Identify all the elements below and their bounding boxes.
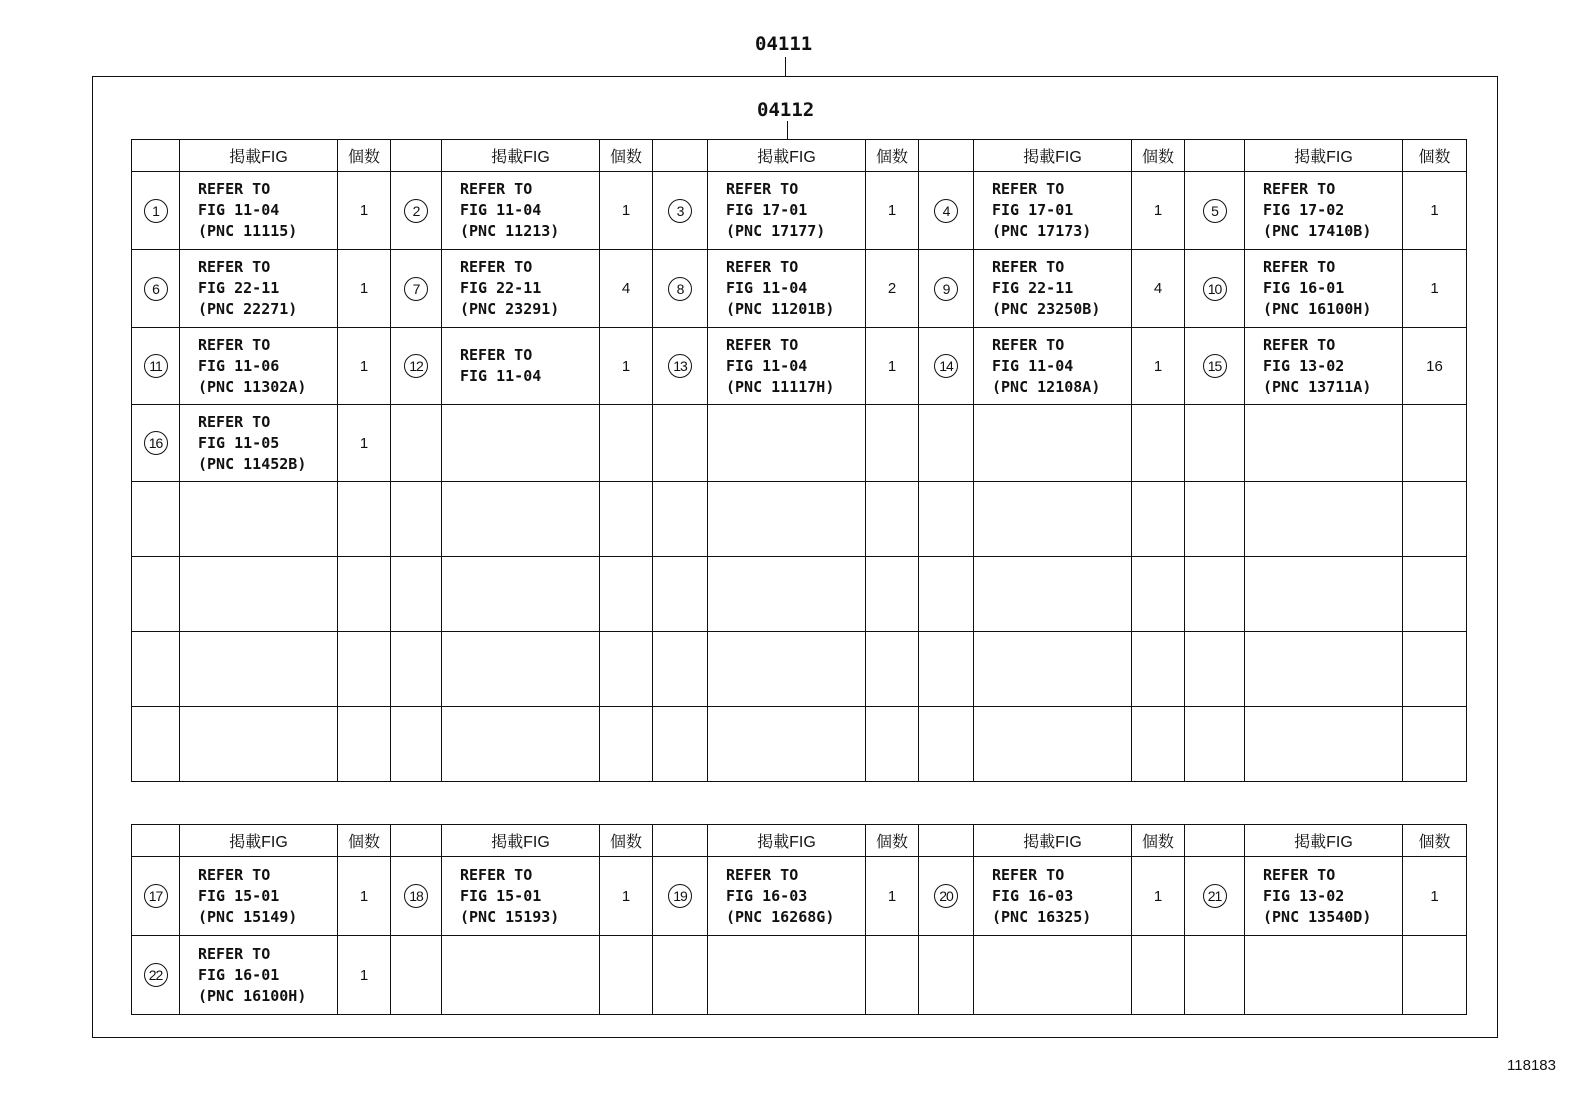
ref-line: REFER TO <box>1263 865 1336 884</box>
ref-line: (PNC 16100H) <box>1263 300 1372 318</box>
circled-number: 13 <box>668 354 692 378</box>
ref-line: (PNC 11201B) <box>726 300 835 318</box>
ref-line: FIG 11-04 <box>726 356 808 375</box>
header-fig: 掲載FIG <box>180 825 338 857</box>
ref-text-cell <box>708 250 866 328</box>
header-row <box>132 140 1467 172</box>
table-row <box>132 632 1467 707</box>
qty-cell <box>1132 632 1185 707</box>
ref-number-cell <box>132 936 180 1015</box>
ref-number-cell <box>1185 250 1245 328</box>
ref-number-cell <box>391 482 442 557</box>
ref-text-cell <box>1245 557 1403 632</box>
header-num-blank <box>132 825 180 857</box>
circled-number: 9 <box>934 277 958 301</box>
qty-cell: 1 <box>866 328 919 405</box>
qty-cell <box>600 482 653 557</box>
ref-line: FIG 22-11 <box>460 279 542 297</box>
qty-cell <box>338 707 391 782</box>
table-row <box>132 857 1467 936</box>
ref-line: REFER TO <box>726 335 799 354</box>
ref-number-cell <box>391 250 442 328</box>
circled-number: 4 <box>934 199 958 223</box>
ref-text-cell <box>708 557 866 632</box>
ref-line: FIG 11-05 <box>198 433 280 452</box>
ref-text-cell <box>180 857 338 936</box>
circled-number: 6 <box>144 277 168 301</box>
ref-text-cell <box>708 857 866 936</box>
ref-line: FIG 15-01 <box>198 886 280 905</box>
ref-text-cell <box>180 936 338 1015</box>
circled-number: 21 <box>1203 884 1227 908</box>
qty-cell: 1 <box>600 328 653 405</box>
circled-number: 18 <box>404 884 428 908</box>
ref-number-cell <box>919 328 974 405</box>
qty-cell <box>338 632 391 707</box>
header-fig: 掲載FIG <box>442 825 600 857</box>
ref-line: (PNC 13540D) <box>1263 907 1372 926</box>
ref-line: REFER TO <box>992 335 1065 354</box>
ref-line: FIG 11-04 <box>460 367 542 385</box>
ref-line: FIG 13-02 <box>1263 886 1345 905</box>
qty-cell <box>866 632 919 707</box>
qty-cell: 1 <box>600 172 653 250</box>
ref-number-cell <box>132 557 180 632</box>
qty-cell: 1 <box>338 328 391 405</box>
qty-cell <box>866 936 919 1015</box>
ref-number-cell <box>653 328 708 405</box>
ref-number-cell <box>132 482 180 557</box>
ref-number-cell <box>919 936 974 1015</box>
ref-text-cell <box>180 250 338 328</box>
ref-text-cell <box>180 405 338 482</box>
qty-cell <box>1403 707 1467 782</box>
circled-number: 2 <box>404 199 428 223</box>
qty-cell <box>866 405 919 482</box>
header-qty: 個数 <box>600 140 653 172</box>
ref-text-cell <box>974 557 1132 632</box>
table-row <box>132 172 1467 250</box>
ref-line: FIG 17-02 <box>1263 201 1345 219</box>
qty-cell: 4 <box>1132 250 1185 328</box>
ref-line: FIG 16-01 <box>1263 279 1345 297</box>
ref-number-cell <box>919 405 974 482</box>
ref-text-cell <box>180 482 338 557</box>
ref-number-cell <box>1185 405 1245 482</box>
ref-line: FIG 15-01 <box>460 886 542 905</box>
qty-cell <box>338 557 391 632</box>
ref-text-cell <box>974 707 1132 782</box>
header-num-blank <box>391 825 442 857</box>
ref-line: (PNC 16268G) <box>726 907 835 926</box>
diagram-top-label: 04111 <box>755 33 813 55</box>
ref-number-cell <box>653 482 708 557</box>
qty-cell <box>600 707 653 782</box>
header-fig: 掲載FIG <box>708 825 866 857</box>
qty-cell: 1 <box>1132 172 1185 250</box>
ref-number-cell <box>653 857 708 936</box>
ref-line: REFER TO <box>198 865 271 884</box>
ref-number-cell <box>919 482 974 557</box>
ref-line: FIG 22-11 <box>992 279 1074 297</box>
header-row <box>132 825 1467 857</box>
ref-number-cell <box>1185 557 1245 632</box>
ref-text-cell <box>974 482 1132 557</box>
ref-line: REFER TO <box>1263 335 1336 354</box>
ref-number-cell <box>132 250 180 328</box>
ref-line: (PNC 11302A) <box>198 377 307 396</box>
ref-line: REFER TO <box>1263 180 1336 198</box>
header-qty: 個数 <box>1132 140 1185 172</box>
diagram-sub-label: 04112 <box>757 99 815 121</box>
ref-text-cell <box>974 857 1132 936</box>
ref-number-cell <box>919 857 974 936</box>
ref-number-cell <box>132 707 180 782</box>
qty-cell <box>600 936 653 1015</box>
header-num-blank <box>1185 140 1245 172</box>
circled-number: 17 <box>144 884 168 908</box>
circled-number: 10 <box>1203 277 1227 301</box>
ref-line: FIG 11-06 <box>198 356 280 375</box>
qty-cell <box>1132 707 1185 782</box>
ref-number-cell <box>391 557 442 632</box>
header-qty: 個数 <box>1403 825 1467 857</box>
ref-text-cell <box>442 482 600 557</box>
qty-cell <box>1403 557 1467 632</box>
ref-text-cell <box>1245 405 1403 482</box>
leader-line-top <box>785 57 786 76</box>
ref-line: FIG 16-01 <box>198 965 280 984</box>
ref-number-cell <box>391 707 442 782</box>
ref-text-cell <box>180 557 338 632</box>
ref-line: FIG 11-04 <box>198 201 280 219</box>
header-num-blank <box>1185 825 1245 857</box>
circled-number: 3 <box>668 199 692 223</box>
table-row <box>132 707 1467 782</box>
qty-cell <box>1403 936 1467 1015</box>
ref-line: REFER TO <box>992 258 1065 276</box>
header-qty: 個数 <box>338 140 391 172</box>
header-qty: 個数 <box>1132 825 1185 857</box>
qty-cell: 1 <box>1403 857 1467 936</box>
header-num-blank <box>391 140 442 172</box>
ref-line: (PNC 16100H) <box>198 986 307 1005</box>
ref-text-cell <box>708 482 866 557</box>
ref-number-cell <box>919 557 974 632</box>
qty-cell: 1 <box>338 857 391 936</box>
ref-text-cell <box>708 936 866 1015</box>
ref-line: (PNC 23250B) <box>992 300 1101 318</box>
ref-line: REFER TO <box>726 258 799 276</box>
header-qty: 個数 <box>338 825 391 857</box>
ref-text-cell <box>442 632 600 707</box>
ref-line: FIG 16-03 <box>726 886 808 905</box>
ref-text-cell <box>442 328 600 405</box>
ref-line: (PNC 11213) <box>460 222 560 240</box>
ref-number-cell <box>1185 172 1245 250</box>
ref-text-cell <box>708 405 866 482</box>
qty-cell <box>600 632 653 707</box>
ref-line: REFER TO <box>198 412 271 431</box>
table-row <box>132 405 1467 482</box>
qty-cell <box>1403 482 1467 557</box>
qty-cell <box>1403 405 1467 482</box>
ref-line: FIG 11-04 <box>992 356 1074 375</box>
ref-number-cell <box>1185 857 1245 936</box>
ref-number-cell <box>653 405 708 482</box>
ref-text-cell <box>1245 250 1403 328</box>
ref-line: (PNC 15193) <box>460 907 560 926</box>
qty-cell: 1 <box>338 936 391 1015</box>
circled-number: 19 <box>668 884 692 908</box>
qty-cell <box>1132 936 1185 1015</box>
table-row <box>132 482 1467 557</box>
ref-text-cell <box>442 250 600 328</box>
header-num-blank <box>653 140 708 172</box>
reference-table-main <box>131 139 1467 782</box>
ref-number-cell <box>919 632 974 707</box>
qty-cell: 1 <box>866 172 919 250</box>
ref-line: REFER TO <box>198 335 271 354</box>
ref-text-cell <box>974 936 1132 1015</box>
ref-number-cell <box>132 857 180 936</box>
qty-cell <box>866 557 919 632</box>
ref-number-cell <box>653 632 708 707</box>
header-fig: 掲載FIG <box>708 140 866 172</box>
ref-line: REFER TO <box>198 944 271 963</box>
ref-text-cell <box>974 172 1132 250</box>
ref-number-cell <box>391 857 442 936</box>
ref-text-cell <box>442 172 600 250</box>
ref-line: REFER TO <box>198 258 271 276</box>
ref-line: FIG 16-03 <box>992 886 1074 905</box>
ref-line: REFER TO <box>1263 258 1336 276</box>
table-row <box>132 250 1467 328</box>
ref-number-cell <box>391 936 442 1015</box>
qty-cell: 16 <box>1403 328 1467 405</box>
ref-text-cell <box>1245 707 1403 782</box>
ref-text-cell <box>708 172 866 250</box>
header-fig: 掲載FIG <box>180 140 338 172</box>
ref-line: REFER TO <box>460 180 533 198</box>
circled-number: 14 <box>934 354 958 378</box>
qty-cell: 1 <box>1132 328 1185 405</box>
circled-number: 15 <box>1203 354 1227 378</box>
ref-number-cell <box>391 172 442 250</box>
ref-number-cell <box>132 632 180 707</box>
ref-line: (PNC 13711A) <box>1263 377 1372 396</box>
ref-number-cell <box>653 172 708 250</box>
ref-number-cell <box>1185 328 1245 405</box>
ref-number-cell <box>1185 707 1245 782</box>
ref-text-cell <box>442 707 600 782</box>
qty-cell <box>866 707 919 782</box>
ref-line: REFER TO <box>726 180 799 198</box>
ref-text-cell <box>180 172 338 250</box>
ref-number-cell <box>919 707 974 782</box>
qty-cell: 1 <box>1403 250 1467 328</box>
circled-number: 1 <box>144 199 168 223</box>
header-qty: 個数 <box>866 825 919 857</box>
ref-number-cell <box>653 936 708 1015</box>
ref-number-cell <box>391 405 442 482</box>
ref-line: FIG 22-11 <box>198 279 280 297</box>
ref-line: (PNC 23291) <box>460 300 560 318</box>
ref-text-cell <box>1245 857 1403 936</box>
qty-cell <box>1403 632 1467 707</box>
ref-line: REFER TO <box>726 865 799 884</box>
ref-line: REFER TO <box>460 346 533 364</box>
ref-text-cell <box>442 936 600 1015</box>
qty-cell: 1 <box>866 857 919 936</box>
ref-text-cell <box>974 632 1132 707</box>
header-num-blank <box>132 140 180 172</box>
ref-line: FIG 11-04 <box>460 201 542 219</box>
header-num-blank <box>919 825 974 857</box>
ref-line: (PNC 17173) <box>992 222 1092 240</box>
circled-number: 5 <box>1203 199 1227 223</box>
circled-number: 20 <box>934 884 958 908</box>
ref-number-cell <box>132 328 180 405</box>
ref-number-cell <box>1185 632 1245 707</box>
ref-line: (PNC 11452B) <box>198 454 307 473</box>
leader-line-sub <box>787 121 788 139</box>
qty-cell <box>1132 405 1185 482</box>
ref-number-cell <box>391 328 442 405</box>
table-row <box>132 557 1467 632</box>
circled-number: 12 <box>404 354 428 378</box>
ref-text-cell <box>974 405 1132 482</box>
qty-cell <box>866 482 919 557</box>
ref-line: (PNC 12108A) <box>992 377 1101 396</box>
ref-text-cell <box>708 328 866 405</box>
circled-number: 22 <box>144 963 168 987</box>
qty-cell: 1 <box>1132 857 1185 936</box>
qty-cell: 2 <box>866 250 919 328</box>
header-fig: 掲載FIG <box>442 140 600 172</box>
ref-number-cell <box>391 632 442 707</box>
ref-line: FIG 13-02 <box>1263 356 1345 375</box>
qty-cell <box>1132 557 1185 632</box>
qty-cell: 1 <box>600 857 653 936</box>
qty-cell <box>1132 482 1185 557</box>
ref-line: (PNC 22271) <box>198 300 298 318</box>
ref-text-cell <box>1245 328 1403 405</box>
ref-text-cell <box>974 328 1132 405</box>
ref-text-cell <box>442 857 600 936</box>
ref-line: REFER TO <box>460 865 533 884</box>
header-qty: 個数 <box>600 825 653 857</box>
ref-text-cell <box>974 250 1132 328</box>
ref-text-cell <box>708 632 866 707</box>
ref-line: REFER TO <box>198 180 271 198</box>
ref-text-cell <box>180 632 338 707</box>
ref-number-cell <box>653 707 708 782</box>
ref-line: REFER TO <box>460 258 533 276</box>
ref-text-cell <box>708 707 866 782</box>
header-fig: 掲載FIG <box>974 140 1132 172</box>
ref-text-cell <box>180 328 338 405</box>
reference-table-bottom <box>131 824 1467 1015</box>
ref-line: (PNC 11117H) <box>726 377 835 396</box>
ref-line: (PNC 16325) <box>992 907 1092 926</box>
table-row <box>132 328 1467 405</box>
ref-line: REFER TO <box>992 180 1065 198</box>
table-row <box>132 936 1467 1015</box>
ref-line: (PNC 11115) <box>198 222 298 240</box>
ref-number-cell <box>132 172 180 250</box>
ref-text-cell <box>1245 482 1403 557</box>
header-qty: 個数 <box>866 140 919 172</box>
ref-line: FIG 17-01 <box>992 201 1074 219</box>
qty-cell: 1 <box>338 172 391 250</box>
qty-cell: 1 <box>338 405 391 482</box>
ref-line: FIG 11-04 <box>726 279 808 297</box>
ref-number-cell <box>919 250 974 328</box>
header-num-blank <box>919 140 974 172</box>
ref-text-cell <box>442 405 600 482</box>
ref-line: (PNC 17410B) <box>1263 222 1372 240</box>
header-fig: 掲載FIG <box>1245 825 1403 857</box>
qty-cell: 1 <box>338 250 391 328</box>
ref-number-cell <box>1185 482 1245 557</box>
header-fig: 掲載FIG <box>1245 140 1403 172</box>
ref-number-cell <box>919 172 974 250</box>
qty-cell <box>600 557 653 632</box>
header-fig: 掲載FIG <box>974 825 1132 857</box>
circled-number: 11 <box>144 354 168 378</box>
ref-number-cell <box>653 557 708 632</box>
ref-text-cell <box>1245 936 1403 1015</box>
circled-number: 7 <box>404 277 428 301</box>
qty-cell: 4 <box>600 250 653 328</box>
qty-cell <box>338 482 391 557</box>
circled-number: 16 <box>144 431 168 455</box>
ref-number-cell <box>653 250 708 328</box>
ref-text-cell <box>442 557 600 632</box>
qty-cell <box>600 405 653 482</box>
ref-text-cell <box>1245 172 1403 250</box>
ref-line: (PNC 15149) <box>198 907 298 926</box>
figure-id: 118183 <box>1507 1057 1556 1074</box>
ref-number-cell <box>132 405 180 482</box>
ref-text-cell <box>1245 632 1403 707</box>
qty-cell: 1 <box>1403 172 1467 250</box>
ref-line: (PNC 17177) <box>726 222 826 240</box>
header-num-blank <box>653 825 708 857</box>
ref-number-cell <box>1185 936 1245 1015</box>
ref-line: FIG 17-01 <box>726 201 808 219</box>
circled-number: 8 <box>668 277 692 301</box>
header-qty: 個数 <box>1403 140 1467 172</box>
ref-line: REFER TO <box>992 865 1065 884</box>
ref-text-cell <box>180 707 338 782</box>
